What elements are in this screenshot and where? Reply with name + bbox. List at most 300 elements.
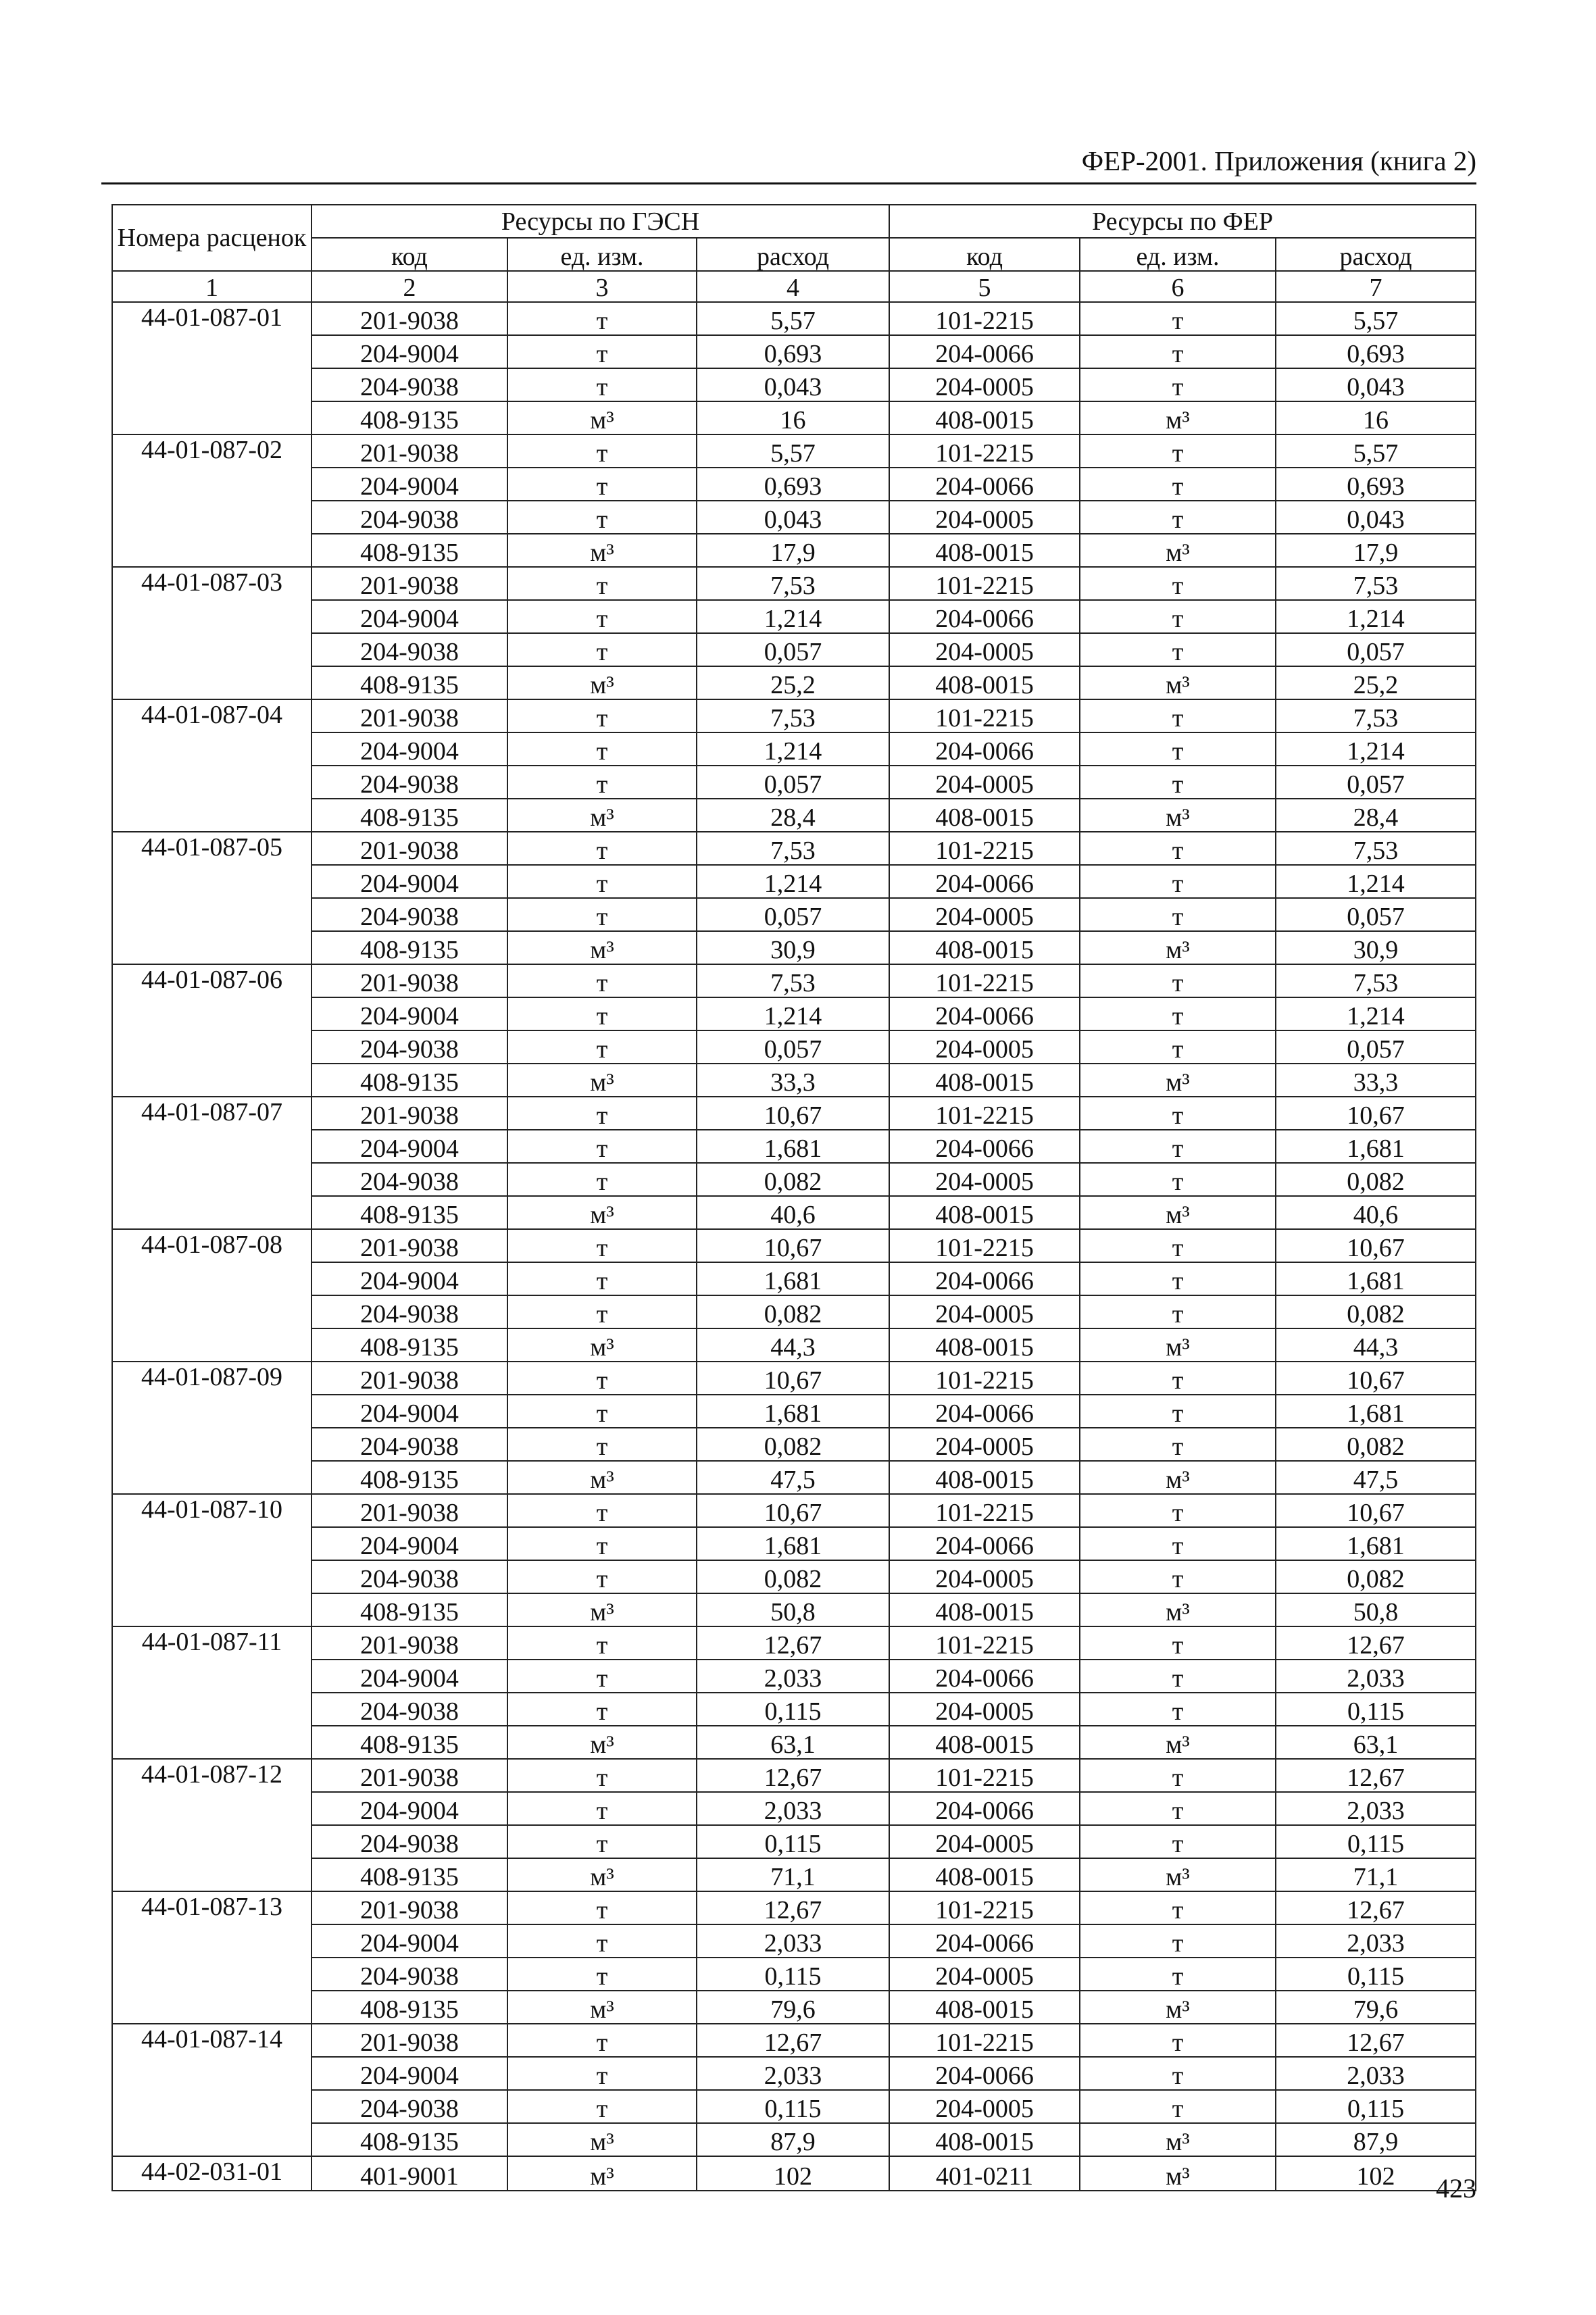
gesn-rate-cell: 0,082 (697, 1428, 889, 1461)
fer-code-cell: 408-0015 (889, 1196, 1080, 1229)
gesn-code-cell: 204-9004 (311, 732, 507, 766)
gesn-code-cell: 408-9135 (311, 666, 507, 699)
table-row (112, 1924, 1476, 1958)
gesn-rate-cell: 1,681 (697, 1527, 889, 1560)
fer-rate-cell: 47,5 (1276, 1461, 1476, 1494)
fer-unit-cell: м³ (1080, 1064, 1276, 1097)
gesn-code-cell: 204-9038 (311, 1295, 507, 1328)
fer-rate-cell: 7,53 (1276, 964, 1476, 997)
gesn-unit-cell: т (507, 2090, 697, 2123)
gesn-rate-cell: 30,9 (697, 931, 889, 964)
fer-rate-cell: 2,033 (1276, 1660, 1476, 1693)
header-fer-group: Ресурсы по ФЕР (889, 205, 1476, 238)
table-row (112, 1428, 1476, 1461)
gesn-unit-cell: т (507, 2057, 697, 2090)
fer-rate-cell: 40,6 (1276, 1196, 1476, 1229)
gesn-code-cell: 201-9038 (311, 1494, 507, 1527)
gesn-code-cell: 204-9004 (311, 468, 507, 501)
gesn-rate-cell: 0,057 (697, 633, 889, 666)
fer-unit-cell: м³ (1080, 1196, 1276, 1229)
gesn-code-cell: 408-9135 (311, 1064, 507, 1097)
gesn-code-cell: 204-9004 (311, 865, 507, 898)
gesn-code-cell: 204-9004 (311, 997, 507, 1030)
fer-rate-cell: 0,115 (1276, 2090, 1476, 2123)
gesn-rate-cell: 1,214 (697, 732, 889, 766)
fer-rate-cell: 0,082 (1276, 1428, 1476, 1461)
gesn-rate-cell: 1,214 (697, 865, 889, 898)
table-row (112, 2090, 1476, 2123)
gesn-rate-cell: 0,693 (697, 335, 889, 368)
table-row (112, 534, 1476, 567)
gesn-unit-cell: т (507, 1693, 697, 1726)
gesn-code-cell: 408-9135 (311, 2123, 507, 2156)
gesn-code-cell: 408-9135 (311, 1461, 507, 1494)
rate-code-cell: 44-01-087-13 (112, 1891, 311, 2024)
gesn-unit-cell: м³ (507, 931, 697, 964)
table-row (112, 732, 1476, 766)
fer-unit-cell: т (1080, 699, 1276, 732)
fer-rate-cell: 0,115 (1276, 1693, 1476, 1726)
gesn-rate-cell: 102 (697, 2156, 889, 2191)
column-number: 5 (889, 271, 1080, 302)
fer-code-cell: 408-0015 (889, 666, 1080, 699)
fer-rate-cell: 28,4 (1276, 799, 1476, 832)
fer-unit-cell: т (1080, 1295, 1276, 1328)
fer-rate-cell: 0,057 (1276, 898, 1476, 931)
resources-table (111, 204, 1476, 2191)
table-row (112, 1792, 1476, 1825)
fer-unit-cell: м³ (1080, 799, 1276, 832)
fer-unit-cell: м³ (1080, 1328, 1276, 1362)
gesn-code-cell: 408-9135 (311, 1196, 507, 1229)
gesn-rate-cell: 1,681 (697, 1262, 889, 1295)
fer-rate-cell: 30,9 (1276, 931, 1476, 964)
header-gesn-group: Ресурсы по ГЭСН (311, 205, 889, 238)
table-row (112, 434, 1476, 468)
fer-code-cell: 101-2215 (889, 964, 1080, 997)
gesn-rate-cell: 79,6 (697, 1991, 889, 2024)
fer-code-cell: 204-0066 (889, 335, 1080, 368)
fer-code-cell: 204-0066 (889, 1924, 1080, 1958)
gesn-rate-cell: 44,3 (697, 1328, 889, 1362)
table-row (112, 1626, 1476, 1660)
fer-rate-cell: 63,1 (1276, 1726, 1476, 1759)
fer-unit-cell: т (1080, 1792, 1276, 1825)
fer-rate-cell: 5,57 (1276, 302, 1476, 335)
gesn-code-cell: 408-9135 (311, 1991, 507, 2024)
table-row (112, 1560, 1476, 1593)
table-row (112, 1163, 1476, 1196)
gesn-rate-cell: 2,033 (697, 1660, 889, 1693)
gesn-unit-cell: м³ (507, 2156, 697, 2191)
fer-code-cell: 101-2215 (889, 1891, 1080, 1924)
table-row (112, 2123, 1476, 2156)
gesn-rate-cell: 47,5 (697, 1461, 889, 1494)
header-gesn-code: код (311, 238, 507, 271)
table-row (112, 2024, 1476, 2057)
gesn-rate-cell: 10,67 (697, 1229, 889, 1262)
table-row (112, 1295, 1476, 1328)
fer-rate-cell: 1,214 (1276, 732, 1476, 766)
gesn-unit-cell: т (507, 865, 697, 898)
gesn-code-cell: 201-9038 (311, 1097, 507, 1130)
gesn-unit-cell: т (507, 633, 697, 666)
gesn-code-cell: 204-9038 (311, 1693, 507, 1726)
table-row (112, 1593, 1476, 1626)
table-row (112, 2156, 1476, 2191)
column-number: 6 (1080, 271, 1276, 302)
fer-code-cell: 204-0005 (889, 766, 1080, 799)
gesn-rate-cell: 33,3 (697, 1064, 889, 1097)
gesn-code-cell: 408-9135 (311, 931, 507, 964)
gesn-unit-cell: т (507, 368, 697, 401)
gesn-unit-cell: т (507, 1891, 697, 1924)
fer-code-cell: 408-0015 (889, 1593, 1080, 1626)
gesn-rate-cell: 7,53 (697, 699, 889, 732)
gesn-rate-cell: 0,043 (697, 368, 889, 401)
gesn-rate-cell: 87,9 (697, 2123, 889, 2156)
fer-rate-cell: 1,214 (1276, 865, 1476, 898)
fer-code-cell: 101-2215 (889, 302, 1080, 335)
fer-code-cell: 204-0005 (889, 1030, 1080, 1064)
gesn-code-cell: 204-9038 (311, 1030, 507, 1064)
gesn-rate-cell: 12,67 (697, 1891, 889, 1924)
table-row (112, 600, 1476, 633)
fer-rate-cell: 0,057 (1276, 633, 1476, 666)
fer-rate-cell: 10,67 (1276, 1494, 1476, 1527)
fer-rate-cell: 16 (1276, 401, 1476, 434)
gesn-code-cell: 201-9038 (311, 832, 507, 865)
fer-rate-cell: 0,043 (1276, 501, 1476, 534)
gesn-unit-cell: м³ (507, 534, 697, 567)
gesn-code-cell: 204-9004 (311, 2057, 507, 2090)
table-row (112, 1726, 1476, 1759)
gesn-unit-cell: м³ (507, 2123, 697, 2156)
fer-unit-cell: т (1080, 1560, 1276, 1593)
fer-rate-cell: 1,681 (1276, 1262, 1476, 1295)
fer-unit-cell: м³ (1080, 931, 1276, 964)
rate-code-cell: 44-02-031-01 (112, 2156, 311, 2191)
fer-rate-cell: 12,67 (1276, 2024, 1476, 2057)
fer-code-cell: 101-2215 (889, 1759, 1080, 1792)
gesn-unit-cell: м³ (507, 799, 697, 832)
gesn-unit-cell: т (507, 1924, 697, 1958)
fer-unit-cell: м³ (1080, 2123, 1276, 2156)
fer-unit-cell: м³ (1080, 1461, 1276, 1494)
fer-code-cell: 204-0066 (889, 468, 1080, 501)
gesn-unit-cell: т (507, 1395, 697, 1428)
fer-unit-cell: т (1080, 997, 1276, 1030)
fer-unit-cell: т (1080, 964, 1276, 997)
fer-unit-cell: т (1080, 1395, 1276, 1428)
fer-rate-cell: 0,082 (1276, 1163, 1476, 1196)
gesn-rate-cell: 10,67 (697, 1494, 889, 1527)
fer-code-cell: 204-0005 (889, 898, 1080, 931)
gesn-code-cell: 204-9038 (311, 633, 507, 666)
gesn-unit-cell: т (507, 468, 697, 501)
fer-unit-cell: т (1080, 898, 1276, 931)
fer-unit-cell: т (1080, 865, 1276, 898)
fer-code-cell: 408-0015 (889, 2123, 1080, 2156)
column-number: 7 (1276, 271, 1476, 302)
table-row (112, 1461, 1476, 1494)
fer-code-cell: 101-2215 (889, 699, 1080, 732)
gesn-unit-cell: м³ (507, 1328, 697, 1362)
fer-unit-cell: м³ (1080, 534, 1276, 567)
rate-code-cell: 44-01-087-10 (112, 1494, 311, 1626)
table-body (112, 302, 1476, 2191)
gesn-rate-cell: 0,115 (697, 1958, 889, 1991)
gesn-code-cell: 204-9038 (311, 1560, 507, 1593)
gesn-unit-cell: т (507, 1958, 697, 1991)
gesn-code-cell: 204-9038 (311, 1825, 507, 1858)
gesn-unit-cell: т (507, 1428, 697, 1461)
fer-code-cell: 204-0005 (889, 1693, 1080, 1726)
gesn-code-cell: 204-9004 (311, 1395, 507, 1428)
gesn-unit-cell: т (507, 2024, 697, 2057)
gesn-code-cell: 204-9038 (311, 898, 507, 931)
gesn-rate-cell: 0,115 (697, 1825, 889, 1858)
gesn-unit-cell: м³ (507, 1196, 697, 1229)
rate-code-cell: 44-01-087-02 (112, 434, 311, 567)
gesn-unit-cell: т (507, 766, 697, 799)
gesn-code-cell: 201-9038 (311, 964, 507, 997)
gesn-code-cell: 201-9038 (311, 302, 507, 335)
fer-unit-cell: т (1080, 1262, 1276, 1295)
gesn-unit-cell: т (507, 434, 697, 468)
fer-code-cell: 204-0005 (889, 1958, 1080, 1991)
table-row (112, 865, 1476, 898)
fer-rate-cell: 0,115 (1276, 1958, 1476, 1991)
gesn-unit-cell: м³ (507, 666, 697, 699)
gesn-rate-cell: 7,53 (697, 964, 889, 997)
table-row (112, 302, 1476, 335)
table-row (112, 1097, 1476, 1130)
fer-unit-cell: т (1080, 1097, 1276, 1130)
fer-unit-cell: т (1080, 434, 1276, 468)
table-row (112, 401, 1476, 434)
rate-code-cell: 44-01-087-08 (112, 1229, 311, 1362)
gesn-rate-cell: 1,681 (697, 1395, 889, 1428)
gesn-unit-cell: т (507, 732, 697, 766)
rate-code-cell: 44-01-087-09 (112, 1362, 311, 1494)
fer-unit-cell: т (1080, 2090, 1276, 2123)
fer-code-cell: 101-2215 (889, 2024, 1080, 2057)
fer-rate-cell: 1,681 (1276, 1395, 1476, 1428)
table-row (112, 1130, 1476, 1163)
table-row (112, 501, 1476, 534)
gesn-code-cell: 408-9135 (311, 1858, 507, 1891)
fer-code-cell: 204-0005 (889, 501, 1080, 534)
fer-rate-cell: 12,67 (1276, 1891, 1476, 1924)
fer-code-cell: 408-0015 (889, 401, 1080, 434)
fer-rate-cell: 1,214 (1276, 997, 1476, 1030)
fer-unit-cell: т (1080, 1163, 1276, 1196)
fer-unit-cell: т (1080, 1891, 1276, 1924)
gesn-unit-cell: т (507, 699, 697, 732)
fer-code-cell: 204-0005 (889, 1428, 1080, 1461)
fer-unit-cell: т (1080, 1362, 1276, 1395)
gesn-unit-cell: т (507, 1494, 697, 1527)
fer-code-cell: 408-0015 (889, 799, 1080, 832)
fer-code-cell: 408-0015 (889, 1461, 1080, 1494)
gesn-code-cell: 204-9004 (311, 1924, 507, 1958)
fer-code-cell: 101-2215 (889, 567, 1080, 600)
fer-rate-cell: 2,033 (1276, 2057, 1476, 2090)
page-header (101, 143, 1476, 184)
fer-unit-cell: т (1080, 468, 1276, 501)
gesn-code-cell: 204-9004 (311, 1792, 507, 1825)
gesn-code-cell: 201-9038 (311, 1229, 507, 1262)
fer-rate-cell: 10,67 (1276, 1097, 1476, 1130)
gesn-code-cell: 201-9038 (311, 1759, 507, 1792)
fer-rate-cell: 0,115 (1276, 1825, 1476, 1858)
table-row (112, 1825, 1476, 1858)
table-row (112, 898, 1476, 931)
gesn-unit-cell: т (507, 1163, 697, 1196)
table-row (112, 368, 1476, 401)
fer-rate-cell: 25,2 (1276, 666, 1476, 699)
fer-unit-cell: т (1080, 1626, 1276, 1660)
fer-unit-cell: м³ (1080, 1991, 1276, 2024)
fer-code-cell: 204-0066 (889, 600, 1080, 633)
gesn-rate-cell: 7,53 (697, 567, 889, 600)
fer-rate-cell: 7,53 (1276, 832, 1476, 865)
column-number: 3 (507, 271, 697, 302)
fer-rate-cell: 17,9 (1276, 534, 1476, 567)
table-row (112, 1196, 1476, 1229)
gesn-code-cell: 201-9038 (311, 1891, 507, 1924)
table-row (112, 1693, 1476, 1726)
gesn-code-cell: 204-9038 (311, 501, 507, 534)
gesn-unit-cell: т (507, 1660, 697, 1693)
gesn-code-cell: 201-9038 (311, 1362, 507, 1395)
table-row (112, 1958, 1476, 1991)
fer-code-cell: 101-2215 (889, 1626, 1080, 1660)
gesn-unit-cell: т (507, 1030, 697, 1064)
fer-code-cell: 204-0066 (889, 2057, 1080, 2090)
fer-rate-cell: 12,67 (1276, 1626, 1476, 1660)
fer-rate-cell: 0,057 (1276, 1030, 1476, 1064)
fer-unit-cell: т (1080, 1030, 1276, 1064)
fer-unit-cell: т (1080, 335, 1276, 368)
fer-code-cell: 204-0005 (889, 368, 1080, 401)
fer-code-cell: 204-0005 (889, 1163, 1080, 1196)
fer-unit-cell: т (1080, 1958, 1276, 1991)
fer-rate-cell: 71,1 (1276, 1858, 1476, 1891)
fer-rate-cell: 44,3 (1276, 1328, 1476, 1362)
fer-code-cell: 408-0015 (889, 931, 1080, 964)
page-number: 423 (1436, 2173, 1476, 2204)
gesn-unit-cell: т (507, 501, 697, 534)
gesn-unit-cell: т (507, 898, 697, 931)
fer-code-cell: 204-0005 (889, 633, 1080, 666)
column-numbers-row (112, 271, 1476, 302)
gesn-rate-cell: 12,67 (697, 1759, 889, 1792)
fer-unit-cell: т (1080, 1527, 1276, 1560)
fer-code-cell: 101-2215 (889, 1229, 1080, 1262)
gesn-rate-cell: 50,8 (697, 1593, 889, 1626)
table-row (112, 1362, 1476, 1395)
fer-rate-cell: 1,681 (1276, 1130, 1476, 1163)
gesn-unit-cell: т (507, 1560, 697, 1593)
gesn-unit-cell: т (507, 1362, 697, 1395)
rate-code-cell: 44-01-087-11 (112, 1626, 311, 1759)
gesn-code-cell: 201-9038 (311, 2024, 507, 2057)
gesn-unit-cell: т (507, 600, 697, 633)
rate-code-cell: 44-01-087-03 (112, 567, 311, 699)
gesn-rate-cell: 2,033 (697, 1792, 889, 1825)
gesn-rate-cell: 0,057 (697, 898, 889, 931)
header-gesn-unit: ед. изм. (507, 238, 697, 271)
fer-unit-cell: м³ (1080, 2156, 1276, 2191)
gesn-rate-cell: 12,67 (697, 2024, 889, 2057)
fer-rate-cell: 0,082 (1276, 1295, 1476, 1328)
gesn-code-cell: 408-9135 (311, 1593, 507, 1626)
fer-unit-cell: м³ (1080, 401, 1276, 434)
gesn-code-cell: 201-9038 (311, 699, 507, 732)
gesn-unit-cell: м³ (507, 401, 697, 434)
fer-unit-cell: т (1080, 766, 1276, 799)
rate-code-cell: 44-01-087-12 (112, 1759, 311, 1891)
gesn-unit-cell: т (507, 302, 697, 335)
fer-unit-cell: т (1080, 600, 1276, 633)
fer-code-cell: 204-0066 (889, 1130, 1080, 1163)
gesn-rate-cell: 28,4 (697, 799, 889, 832)
table-row (112, 567, 1476, 600)
fer-rate-cell: 5,57 (1276, 434, 1476, 468)
gesn-rate-cell: 1,681 (697, 1130, 889, 1163)
gesn-rate-cell: 0,043 (697, 501, 889, 534)
rate-code-cell: 44-01-087-01 (112, 302, 311, 434)
fer-rate-cell: 7,53 (1276, 567, 1476, 600)
fer-code-cell: 401-0211 (889, 2156, 1080, 2191)
table-row (112, 766, 1476, 799)
gesn-unit-cell: т (507, 1825, 697, 1858)
fer-unit-cell: м³ (1080, 666, 1276, 699)
fer-rate-cell: 0,043 (1276, 368, 1476, 401)
gesn-rate-cell: 10,67 (697, 1362, 889, 1395)
fer-unit-cell: т (1080, 501, 1276, 534)
gesn-rate-cell: 0,057 (697, 1030, 889, 1064)
table-row (112, 832, 1476, 865)
table-row (112, 799, 1476, 832)
gesn-rate-cell: 0,082 (697, 1560, 889, 1593)
column-number: 1 (112, 271, 311, 302)
table-row (112, 1328, 1476, 1362)
fer-rate-cell: 12,67 (1276, 1759, 1476, 1792)
gesn-code-cell: 204-9004 (311, 335, 507, 368)
gesn-unit-cell: т (507, 1527, 697, 1560)
gesn-rate-cell: 63,1 (697, 1726, 889, 1759)
gesn-rate-cell: 1,214 (697, 997, 889, 1030)
fer-rate-cell: 2,033 (1276, 1792, 1476, 1825)
gesn-rate-cell: 5,57 (697, 434, 889, 468)
fer-rate-cell: 50,8 (1276, 1593, 1476, 1626)
fer-rate-cell: 0,693 (1276, 468, 1476, 501)
fer-code-cell: 408-0015 (889, 1064, 1080, 1097)
fer-code-cell: 204-0005 (889, 2090, 1080, 2123)
gesn-unit-cell: т (507, 567, 697, 600)
gesn-rate-cell: 7,53 (697, 832, 889, 865)
fer-code-cell: 204-0005 (889, 1560, 1080, 1593)
gesn-rate-cell: 0,693 (697, 468, 889, 501)
table-row (112, 1395, 1476, 1428)
gesn-code-cell: 204-9038 (311, 1163, 507, 1196)
gesn-code-cell: 204-9038 (311, 368, 507, 401)
gesn-code-cell: 408-9135 (311, 799, 507, 832)
table-row (112, 964, 1476, 997)
